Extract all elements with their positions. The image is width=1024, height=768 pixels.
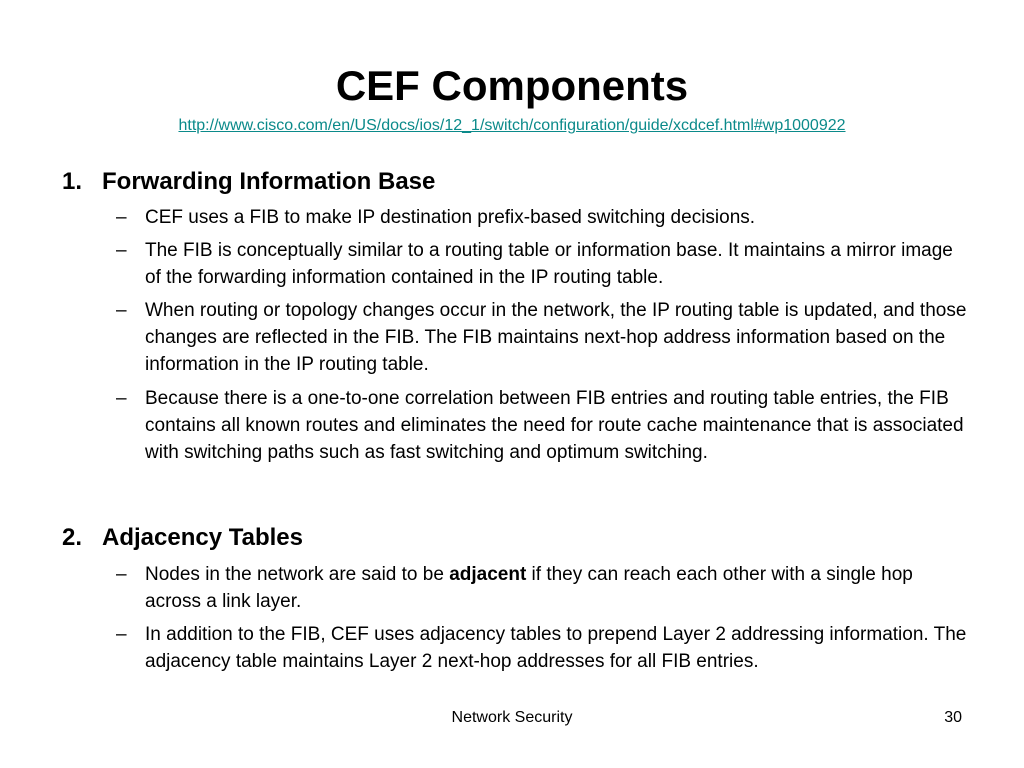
list-item [116, 297, 968, 378]
list-item [116, 385, 968, 466]
section-title: Forwarding Information Base [102, 168, 436, 195]
section-title: Adjacency Tables [102, 524, 303, 551]
dash-bullet: – [116, 207, 127, 228]
list-item-text: CEF uses a FIB to make IP destination prefix-based switching decisions. [145, 207, 756, 228]
list-item [116, 237, 968, 291]
section-heading-adjacency [62, 523, 303, 553]
emphasis-adjacent: adjacent [449, 564, 527, 585]
slide-title: CEF Components [335, 62, 689, 109]
footer-title: Network Security [451, 709, 573, 726]
list-item [116, 204, 968, 231]
dash-bullet: – [116, 564, 127, 585]
reference-link[interactable]: http://www.cisco.com/en/US/docs/ios/12_1/switch/configuration/guide/xcdcef.html#wp1000922 [178, 117, 846, 134]
dash-bullet: – [116, 624, 127, 645]
list-item-text: Because there is a one-to-one correlation between FIB entries and routing table entries, the FIB contains all known routes and eliminates the need for route cache maintenance that is associated with switching paths such as fast switching and optimum switching. [145, 388, 964, 463]
dash-bullet: – [116, 388, 127, 409]
list-item [116, 621, 968, 675]
dash-bullet: – [116, 240, 127, 261]
dash-bullet: – [116, 300, 127, 321]
section-number: 2. [62, 524, 83, 551]
section-number: 1. [62, 168, 83, 195]
list-item [116, 561, 968, 615]
list-item-text: In addition to the FIB, CEF uses adjacency tables to prepend Layer 2 addressing information. The adjacency table maintains Layer 2 next-hop addresses for all FIB entries. [145, 624, 967, 672]
page-number: 30 [944, 709, 962, 726]
list-item-text: When routing or topology changes occur in the network, the IP routing table is updated, and those changes are reflected in the FIB. The FIB maintains next-hop address information based on the information in the IP routing table. [145, 300, 967, 375]
list-item-text: The FIB is conceptually similar to a routing table or information base. It maintains a mirror image of the forwarding information contained in the IP routing table. [145, 240, 953, 288]
list-item-text: Nodes in the network are said to be adjacent if they can reach each other with a single hop across a link layer. [145, 564, 913, 612]
section-heading-fib [62, 167, 435, 197]
